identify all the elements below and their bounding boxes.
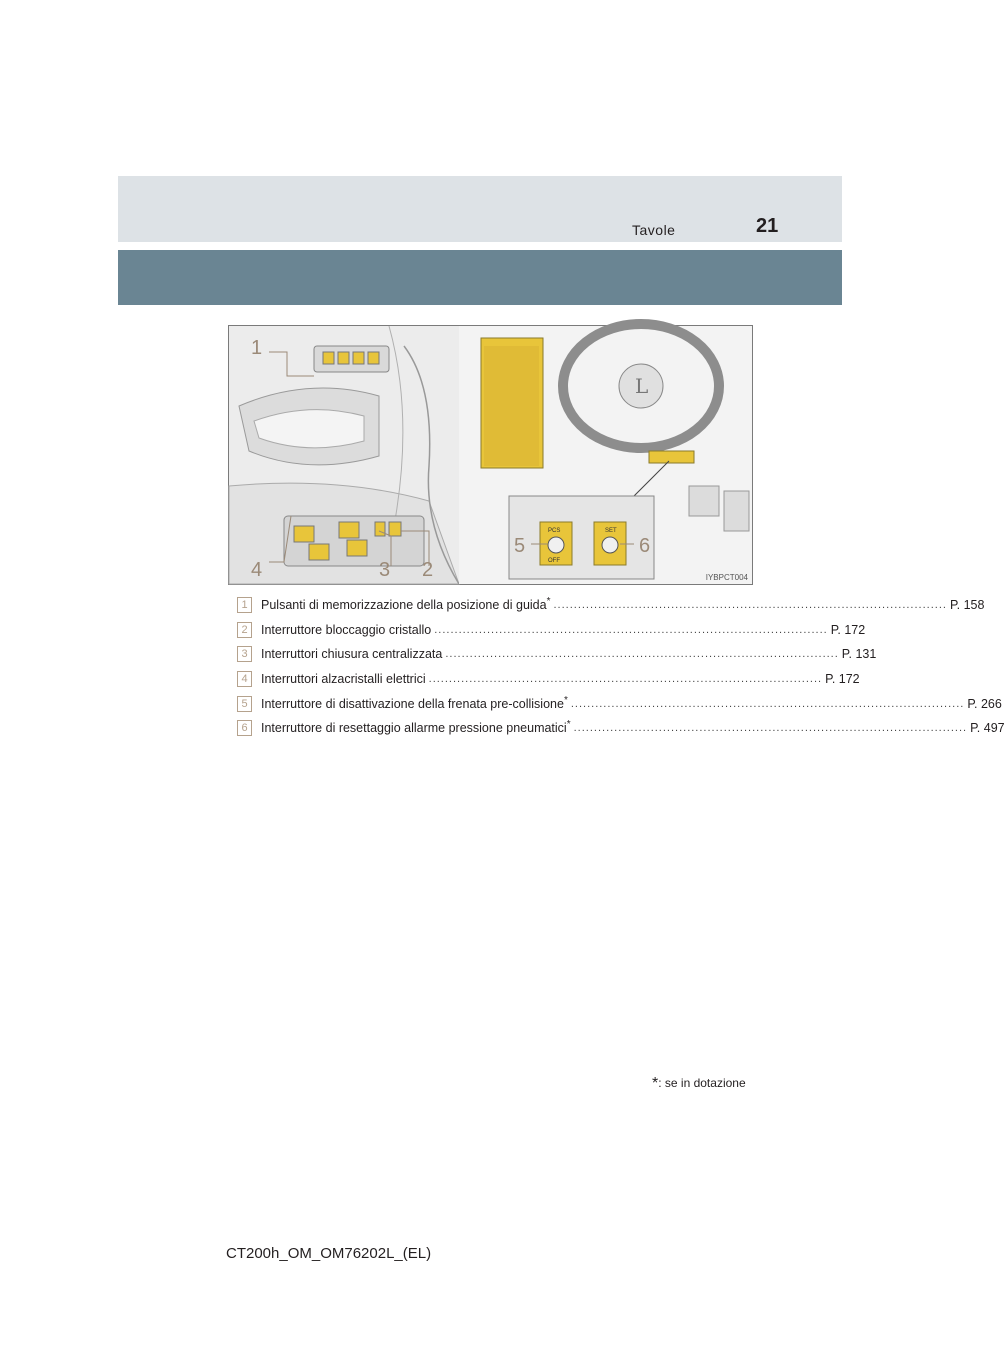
callout-4: 4 [251, 559, 263, 581]
leader-dots: ................................................................................................. [428, 673, 823, 686]
item-number: 6 [237, 720, 252, 736]
item-label: Interruttore di disattivazione della frenata pre-collisione* [261, 694, 568, 711]
callout-6: 6 [639, 535, 651, 557]
footnote-star: * [652, 1075, 659, 1092]
item-label: Interruttori alzacristalli elettrici [261, 672, 426, 687]
page-reference[interactable]: P. 172 [830, 622, 866, 637]
item-number: 4 [237, 671, 252, 687]
page-reference[interactable]: P. 266 [967, 696, 1002, 711]
page-reference[interactable]: P. 158 [949, 598, 985, 613]
list-item [237, 691, 1002, 716]
item-number: 3 [237, 646, 252, 662]
header-title: Tavole [632, 222, 676, 238]
item-number: 2 [237, 622, 252, 638]
leader-dots: ................................................................................................. [570, 697, 965, 710]
door-and-dashboard-drawing [229, 326, 752, 584]
list-item [237, 593, 985, 618]
leader-dots: ................................................................................................. [553, 599, 947, 612]
leader-dots: ................................................................................................. [445, 648, 839, 661]
callout-5: 5 [514, 535, 526, 557]
svg-text:L: L [635, 374, 649, 398]
off-label: OFF [548, 558, 560, 564]
callout-1: 1 [251, 337, 263, 359]
item-list [237, 593, 1005, 741]
page-reference[interactable]: P. 497 [970, 721, 1005, 736]
footnote-text: : se in dotazione [658, 1076, 746, 1090]
document-code: CT200h_OM_OM76202L_(EL) [226, 1245, 432, 1262]
header-band [118, 176, 842, 242]
item-label: Pulsanti di memorizzazione della posizione di guida* [261, 596, 551, 613]
leader-dots: ................................................................................................. [434, 623, 828, 636]
interior-illustration [228, 325, 753, 585]
pcs-label: PCS [548, 528, 561, 534]
item-number: 5 [237, 696, 252, 712]
item-label: Interruttore bloccaggio cristallo [261, 622, 432, 637]
section-bar [118, 250, 842, 305]
callout-3: 3 [379, 559, 391, 581]
callout-2: 2 [422, 559, 434, 581]
page-number: 21 [756, 215, 779, 237]
footnote [652, 1076, 746, 1092]
item-number: 1 [237, 597, 252, 613]
item-label: Interruttori chiusura centralizzata [261, 647, 443, 662]
list-item [237, 618, 866, 643]
page-reference[interactable]: P. 131 [841, 647, 877, 662]
item-label: Interruttore di resettaggio allarme pressione pneumatici* [261, 719, 571, 736]
set-label: SET [605, 528, 617, 534]
list-item [237, 716, 1005, 741]
page-reference[interactable]: P. 172 [825, 672, 860, 687]
leader-dots: ................................................................................................. [573, 722, 968, 735]
list-item [237, 667, 860, 692]
figure-code: IYBPCT004 [705, 573, 748, 582]
list-item [237, 642, 877, 667]
